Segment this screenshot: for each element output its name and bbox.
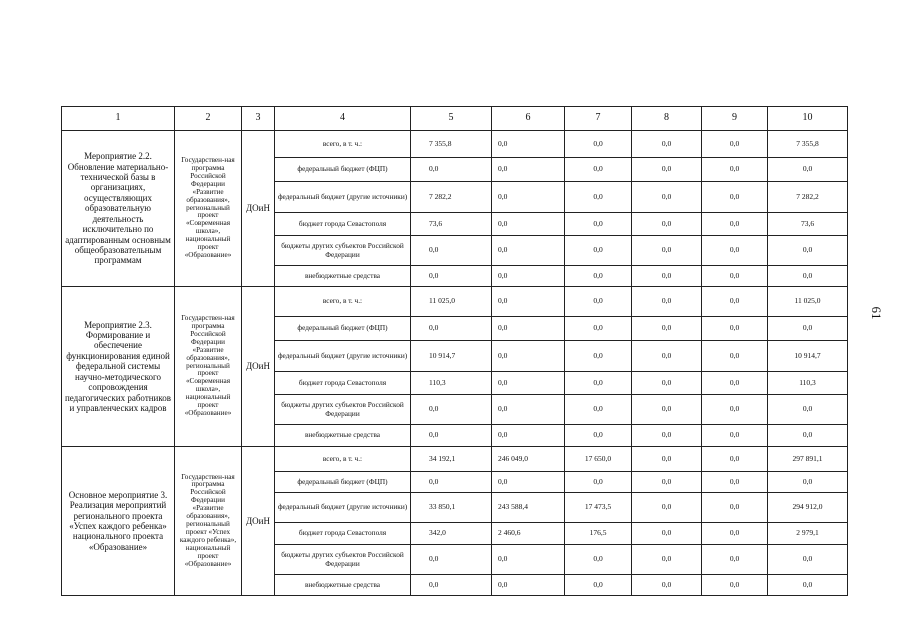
value-cell: 0,0 (492, 372, 565, 395)
value-cell: 0,0 (632, 472, 702, 493)
executor-cell: ДОиН (242, 447, 275, 596)
value-cell: 0,0 (411, 472, 492, 493)
value-cell: 176,5 (565, 523, 632, 545)
value-cell: 0,0 (702, 372, 768, 395)
value-cell: 0,0 (492, 395, 565, 425)
funding-source-cell: федеральный бюджет (ФЦП) (275, 472, 411, 493)
value-cell: 0,0 (632, 158, 702, 182)
header-cell: 2 (175, 107, 242, 131)
funding-source-cell: бюджеты других субъектов Российской Федерации (275, 236, 411, 266)
value-cell: 0,0 (411, 545, 492, 575)
executor-cell: ДОиН (242, 287, 275, 447)
value-cell: 0,0 (492, 236, 565, 266)
header-cell: 1 (62, 107, 175, 131)
value-cell: 0,0 (702, 425, 768, 447)
value-cell: 0,0 (492, 472, 565, 493)
budget-table (61, 106, 848, 596)
value-cell: 0,0 (702, 236, 768, 266)
value-cell: 0,0 (492, 213, 565, 236)
value-cell: 0,0 (702, 182, 768, 213)
value-cell: 17 650,0 (565, 447, 632, 472)
value-cell: 73,6 (768, 213, 848, 236)
value-cell: 0,0 (565, 372, 632, 395)
value-cell: 0,0 (565, 545, 632, 575)
value-cell: 17 473,5 (565, 493, 632, 523)
value-cell: 0,0 (702, 545, 768, 575)
value-cell: 0,0 (565, 236, 632, 266)
value-cell: 0,0 (492, 341, 565, 372)
value-cell: 0,0 (565, 425, 632, 447)
table-row (62, 287, 848, 317)
table-row (62, 131, 848, 158)
value-cell: 0,0 (565, 131, 632, 158)
value-cell: 0,0 (632, 236, 702, 266)
value-cell: 0,0 (632, 447, 702, 472)
value-cell: 0,0 (768, 545, 848, 575)
value-cell: 11 025,0 (768, 287, 848, 317)
value-cell: 0,0 (702, 287, 768, 317)
value-cell: 0,0 (565, 341, 632, 372)
header-cell: 3 (242, 107, 275, 131)
header-row (62, 107, 848, 131)
value-cell: 0,0 (632, 395, 702, 425)
value-cell: 0,0 (632, 425, 702, 447)
value-cell: 7 355,8 (411, 131, 492, 158)
value-cell: 10 914,7 (411, 341, 492, 372)
funding-source-cell: бюджеты других субъектов Российской Федерации (275, 395, 411, 425)
funding-source-cell: всего, в т. ч.: (275, 447, 411, 472)
value-cell: 0,0 (565, 472, 632, 493)
value-cell: 0,0 (492, 287, 565, 317)
value-cell: 0,0 (632, 372, 702, 395)
activity-cell: Мероприятие 2.3. Формирование и обеспечение функционирования единой федеральной системы научно-методического сопровождения педагогических работников и управленческих кадров (62, 287, 175, 447)
value-cell: 73,6 (411, 213, 492, 236)
value-cell: 0,0 (702, 447, 768, 472)
header-cell: 5 (411, 107, 492, 131)
value-cell: 0,0 (702, 213, 768, 236)
header-cell: 8 (632, 107, 702, 131)
activity-cell: Мероприятие 2.2. Обновление материально-технической базы в организациях, осуществляющих образовательную деятельность исключительно по адаптированным основным общеобразовательным программам (62, 131, 175, 287)
program-cell: Государствен-ная программа Российской Федерации «Развитие образования», региональный проект «Современная школа», национальный проект «Образование» (175, 131, 242, 287)
value-cell: 7 282,2 (768, 182, 848, 213)
value-cell: 0,0 (632, 523, 702, 545)
funding-source-cell: внебюджетные средства (275, 575, 411, 596)
value-cell: 0,0 (411, 266, 492, 287)
value-cell: 7 355,8 (768, 131, 848, 158)
funding-source-cell: федеральный бюджет (другие источники) (275, 341, 411, 372)
value-cell: 0,0 (492, 182, 565, 213)
value-cell: 0,0 (492, 545, 565, 575)
value-cell: 10 914,7 (768, 341, 848, 372)
value-cell: 0,0 (632, 287, 702, 317)
activity-cell: Основное мероприятие 3. Реализация мероприятий регионального проекта «Успех каждого ребенка» национального проекта «Образование» (62, 447, 175, 596)
funding-source-cell: бюджет города Севастополя (275, 523, 411, 545)
value-cell: 0,0 (768, 472, 848, 493)
value-cell: 0,0 (702, 341, 768, 372)
value-cell: 0,0 (702, 131, 768, 158)
value-cell: 0,0 (492, 425, 565, 447)
value-cell: 342,0 (411, 523, 492, 545)
value-cell: 0,0 (565, 213, 632, 236)
value-cell: 7 282,2 (411, 182, 492, 213)
value-cell: 0,0 (702, 317, 768, 341)
value-cell: 0,0 (632, 213, 702, 236)
value-cell: 0,0 (492, 575, 565, 596)
value-cell: 297 891,1 (768, 447, 848, 472)
value-cell: 0,0 (768, 395, 848, 425)
value-cell: 0,0 (768, 236, 848, 266)
value-cell: 0,0 (768, 575, 848, 596)
value-cell: 0,0 (565, 395, 632, 425)
funding-source-cell: федеральный бюджет (ФЦП) (275, 317, 411, 341)
value-cell: 294 912,0 (768, 493, 848, 523)
value-cell: 0,0 (632, 182, 702, 213)
header-cell: 4 (275, 107, 411, 131)
value-cell: 243 588,4 (492, 493, 565, 523)
value-cell: 0,0 (411, 425, 492, 447)
value-cell: 0,0 (702, 575, 768, 596)
program-cell: Государствен-ная программа Российской Федерации «Развитие образования», региональный проект «Современная школа», национальный проект «Образование» (175, 287, 242, 447)
funding-source-cell: всего, в т. ч.: (275, 131, 411, 158)
value-cell: 110,3 (411, 372, 492, 395)
funding-source-cell: внебюджетные средства (275, 425, 411, 447)
value-cell: 110,3 (768, 372, 848, 395)
value-cell: 0,0 (565, 287, 632, 317)
value-cell: 0,0 (411, 158, 492, 182)
value-cell: 0,0 (632, 575, 702, 596)
value-cell: 0,0 (411, 236, 492, 266)
value-cell: 0,0 (702, 395, 768, 425)
value-cell: 0,0 (632, 545, 702, 575)
funding-source-cell: федеральный бюджет (другие источники) (275, 493, 411, 523)
header-cell: 6 (492, 107, 565, 131)
funding-source-cell: внебюджетные средства (275, 266, 411, 287)
value-cell: 0,0 (768, 158, 848, 182)
value-cell: 0,0 (702, 158, 768, 182)
funding-source-cell: федеральный бюджет (другие источники) (275, 182, 411, 213)
funding-source-cell: федеральный бюджет (ФЦП) (275, 158, 411, 182)
value-cell: 2 460,6 (492, 523, 565, 545)
header-cell: 10 (768, 107, 848, 131)
value-cell: 0,0 (411, 317, 492, 341)
value-cell: 0,0 (632, 131, 702, 158)
value-cell: 0,0 (768, 266, 848, 287)
value-cell: 0,0 (632, 493, 702, 523)
value-cell: 11 025,0 (411, 287, 492, 317)
value-cell: 0,0 (632, 266, 702, 287)
value-cell: 0,0 (492, 317, 565, 341)
header-cell: 7 (565, 107, 632, 131)
value-cell: 0,0 (702, 523, 768, 545)
value-cell: 246 049,0 (492, 447, 565, 472)
page-number: 61 (869, 306, 884, 320)
value-cell: 0,0 (565, 266, 632, 287)
value-cell: 0,0 (492, 131, 565, 158)
table-row (62, 447, 848, 472)
value-cell: 2 979,1 (768, 523, 848, 545)
value-cell: 34 192,1 (411, 447, 492, 472)
value-cell: 0,0 (492, 266, 565, 287)
funding-source-cell: бюджет города Севастополя (275, 372, 411, 395)
value-cell: 0,0 (565, 575, 632, 596)
header-cell: 9 (702, 107, 768, 131)
funding-source-cell: всего, в т. ч.: (275, 287, 411, 317)
value-cell: 0,0 (565, 182, 632, 213)
value-cell: 0,0 (565, 158, 632, 182)
program-cell: Государствен-ная программа Российской Федерации «Развитие образования», региональный проект «Успех каждого ребенка», национальный проект «Образование» (175, 447, 242, 596)
value-cell: 0,0 (702, 266, 768, 287)
value-cell: 0,0 (702, 472, 768, 493)
value-cell: 0,0 (411, 395, 492, 425)
value-cell: 33 850,1 (411, 493, 492, 523)
funding-source-cell: бюджет города Севастополя (275, 213, 411, 236)
value-cell: 0,0 (768, 425, 848, 447)
value-cell: 0,0 (632, 317, 702, 341)
value-cell: 0,0 (702, 493, 768, 523)
value-cell: 0,0 (632, 341, 702, 372)
value-cell: 0,0 (492, 158, 565, 182)
value-cell: 0,0 (411, 575, 492, 596)
funding-source-cell: бюджеты других субъектов Российской Федерации (275, 545, 411, 575)
value-cell: 0,0 (565, 317, 632, 341)
value-cell: 0,0 (768, 317, 848, 341)
executor-cell: ДОиН (242, 131, 275, 287)
